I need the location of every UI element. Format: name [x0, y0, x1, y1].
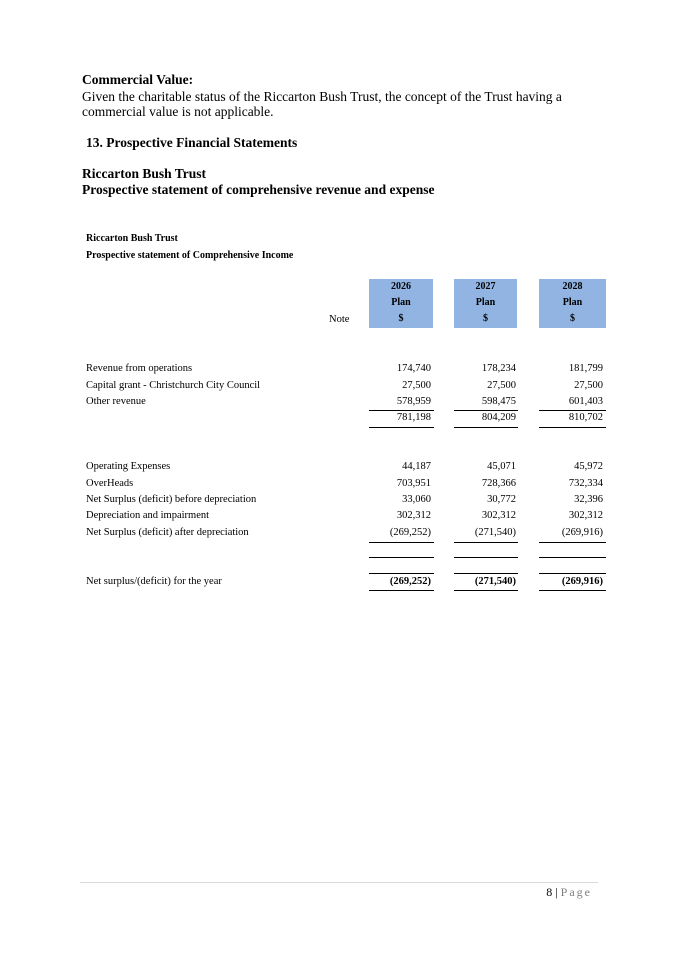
cell-value: 302,312 [396, 510, 431, 521]
cell-value: 302,312 [568, 510, 603, 521]
column-year: 2026 [391, 281, 411, 292]
double-rule [539, 590, 606, 591]
rule [454, 542, 518, 543]
table-title-2: Prospective statement of Comprehensive Income [86, 250, 294, 261]
total-rule [369, 427, 434, 428]
column-unit: $ [483, 313, 488, 324]
page-number: 8 [546, 885, 553, 899]
net-surplus-value: (271,540) [474, 576, 516, 587]
column-year: 2028 [562, 281, 583, 292]
column-label: Plan [475, 297, 496, 308]
rule [454, 573, 518, 574]
page-word: Page [560, 885, 592, 899]
column-label: Plan [562, 297, 583, 308]
cell-value: 703,951 [396, 478, 431, 489]
cell-value: (269,252) [389, 527, 431, 538]
row-label-capital-grant: Capital grant - Christchurch City Council [86, 380, 261, 391]
cell-value: 33,060 [402, 494, 431, 505]
cell-value: 174,740 [396, 363, 431, 374]
cell-value: 178,234 [481, 363, 516, 374]
cell-value: 30,772 [487, 494, 516, 505]
cell-value: (269,916) [561, 527, 603, 538]
footer-rule [80, 882, 598, 883]
cell-value: 732,334 [568, 478, 603, 489]
total-rule [454, 427, 518, 428]
column-unit: $ [570, 313, 575, 324]
row-label-net-surplus-year: Net surplus/(deficit) for the year [86, 576, 222, 587]
cell-value: 302,312 [481, 510, 516, 521]
page-separator: | [555, 885, 558, 899]
cell-value: 181,799 [568, 363, 603, 374]
row-label-other-revenue: Other revenue [86, 396, 146, 407]
rule [539, 573, 606, 574]
cell-value: 45,972 [574, 461, 603, 472]
cell-value: 27,500 [402, 380, 431, 391]
column-year: 2027 [475, 281, 496, 292]
rule [454, 557, 518, 558]
cell-value: 27,500 [574, 380, 603, 391]
column-label: Plan [391, 297, 411, 308]
column-unit: $ [398, 313, 404, 324]
rule [539, 557, 606, 558]
double-rule [454, 590, 518, 591]
subtotal-rule [369, 410, 434, 411]
rule [539, 542, 606, 543]
row-label-depreciation: Depreciation and impairment [86, 510, 210, 521]
cell-value: 601,403 [568, 396, 603, 407]
row-label-revenue-operations: Revenue from operations [86, 363, 193, 374]
cell-value: 32,396 [574, 494, 603, 505]
revenue-total: 804,209 [481, 412, 516, 423]
page-footer [480, 885, 592, 900]
table-title-1: Riccarton Bush Trust [86, 233, 178, 244]
document-title-line2: Prospective statement of comprehensive revenue and expense [82, 182, 435, 197]
column-header-2026 [369, 279, 433, 328]
commercial-value-body: Given the charitable status of the Riccarton Bush Trust, the concept of the Trust having a commercial value is not applicable. [82, 89, 562, 119]
subtotal-rule [454, 410, 518, 411]
column-header-2028 [539, 279, 606, 328]
subtotal-rule [539, 410, 606, 411]
cell-value: 44,187 [402, 461, 431, 472]
rule [369, 573, 434, 574]
cell-value: 578,959 [396, 396, 431, 407]
row-label-surplus-after-depreciation: Net Surplus (deficit) after depreciation [86, 527, 249, 538]
section-heading: 13. Prospective Financial Statements [86, 135, 298, 150]
column-header-2027 [454, 279, 517, 328]
cell-value: 728,366 [481, 478, 516, 489]
rule [369, 557, 434, 558]
note-column-label: Note [329, 314, 350, 325]
rule [369, 542, 434, 543]
row-label-surplus-before-depreciation: Net Surplus (deficit) before depreciation [86, 494, 257, 505]
row-label-operating-expenses: Operating Expenses [86, 461, 171, 472]
cell-value: (271,540) [474, 527, 516, 538]
net-surplus-value: (269,916) [561, 576, 603, 587]
commercial-value-heading: Commercial Value: [82, 72, 194, 87]
revenue-total: 781,198 [396, 412, 431, 423]
document-title-line1: Riccarton Bush Trust [82, 166, 207, 181]
cell-value: 45,071 [487, 461, 516, 472]
net-surplus-value: (269,252) [389, 576, 431, 587]
total-rule [539, 427, 606, 428]
revenue-total: 810,702 [568, 412, 603, 423]
cell-value: 598,475 [481, 396, 516, 407]
row-label-overheads: OverHeads [86, 478, 134, 489]
double-rule [369, 590, 434, 591]
cell-value: 27,500 [487, 380, 516, 391]
